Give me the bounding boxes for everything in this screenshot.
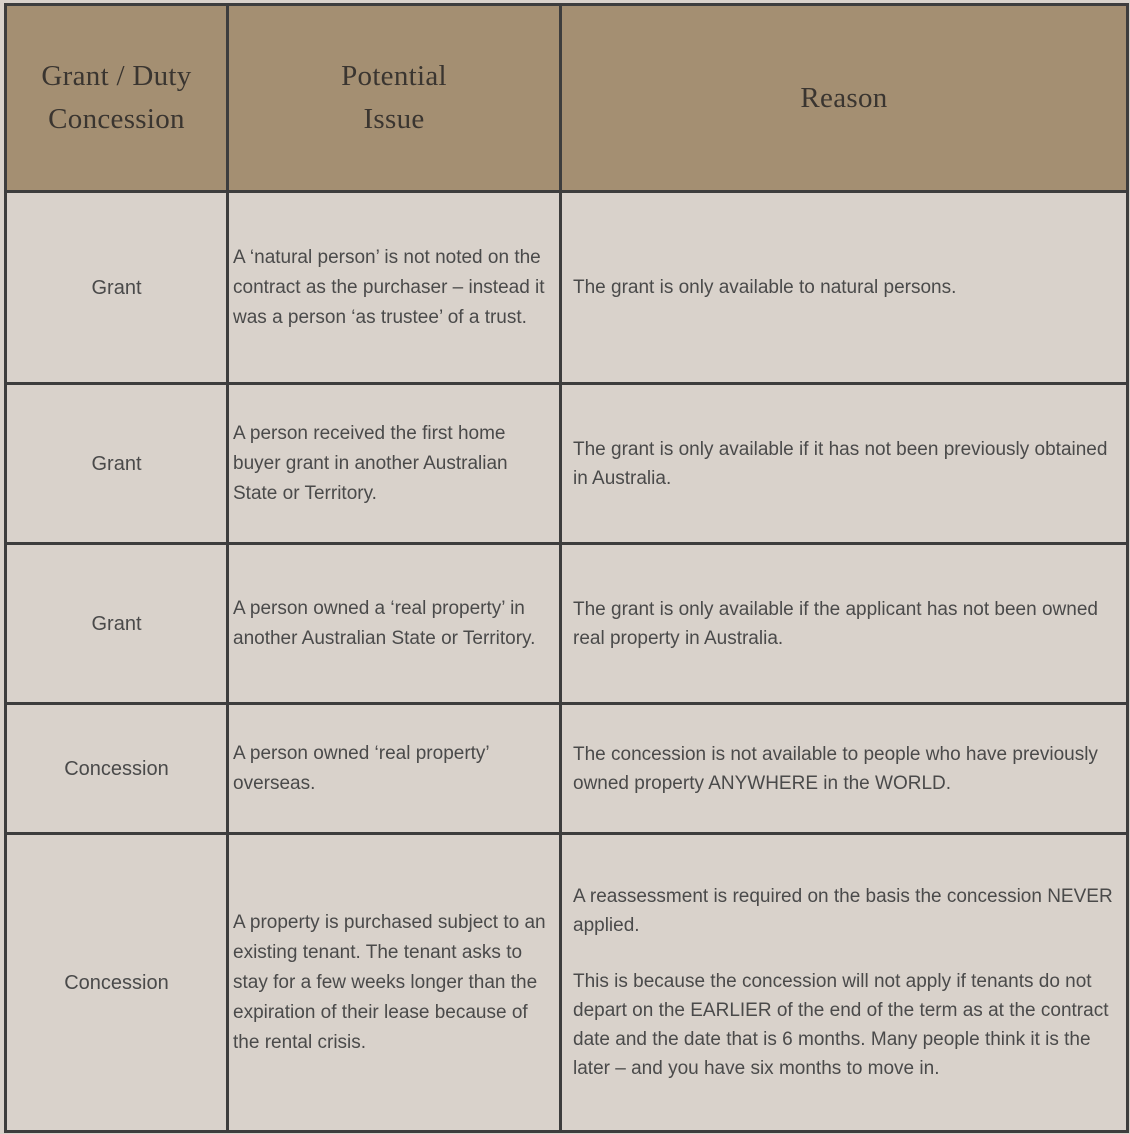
row-type-cell: Grant xyxy=(6,384,228,544)
row-issue-cell: A person owned a ‘real property’ in another Australian State or Territory. xyxy=(228,544,561,704)
table-row xyxy=(6,704,1128,834)
header-issue-line2: Issue xyxy=(363,103,425,135)
header-reason-label: Reason xyxy=(800,81,888,114)
header-type-line1: Grant / Duty xyxy=(41,60,192,92)
row-reason-cell: The grant is only available if the applicant has not been owned real property in Australia. xyxy=(561,544,1128,704)
header-reason xyxy=(561,5,1128,192)
table-row xyxy=(6,544,1128,704)
table-row xyxy=(6,192,1128,384)
header-issue-line1: Potential xyxy=(341,60,447,92)
row-reason-cell: The grant is only available to natural persons. xyxy=(561,192,1128,384)
table-row xyxy=(6,384,1128,544)
header-potential-issue xyxy=(228,5,561,192)
header-type-line2: Concession xyxy=(48,103,185,135)
row-issue-cell: A ‘natural person’ is not noted on the contract as the purchaser – instead it was a person ‘as trustee’ of a trust. xyxy=(228,192,561,384)
row-issue-cell: A property is purchased subject to an existing tenant. The tenant asks to stay for a few weeks longer than the expiration of their lease because of the rental crisis. xyxy=(228,834,561,1132)
row-reason-cell: The concession is not available to people who have previously owned property ANYWHERE in the WORLD. xyxy=(561,704,1128,834)
row-reason-cell xyxy=(561,834,1128,1132)
row-type-cell: Concession xyxy=(6,834,228,1132)
concession-table xyxy=(4,3,1129,1133)
reason-paragraph-1: A reassessment is required on the basis the concession NEVER applied. xyxy=(573,886,1113,936)
header-grant-duty-concession xyxy=(6,5,228,192)
row-reason-cell: The grant is only available if it has not been previously obtained in Australia. xyxy=(561,384,1128,544)
reason-paragraph-2: This is because the concession will not apply if tenants do not depart on the EARLIER of the end of the term as at the contract date and the date that is 6 months. Many people think it is the later – and you have six months to move in. xyxy=(573,971,1109,1079)
row-issue-cell: A person owned ‘real property’ overseas. xyxy=(228,704,561,834)
row-type-cell: Concession xyxy=(6,704,228,834)
table-header-row xyxy=(6,5,1128,192)
row-type-cell: Grant xyxy=(6,544,228,704)
row-type-cell: Grant xyxy=(6,192,228,384)
row-issue-cell: A person received the first home buyer grant in another Australian State or Territory. xyxy=(228,384,561,544)
table-row xyxy=(6,834,1128,1132)
